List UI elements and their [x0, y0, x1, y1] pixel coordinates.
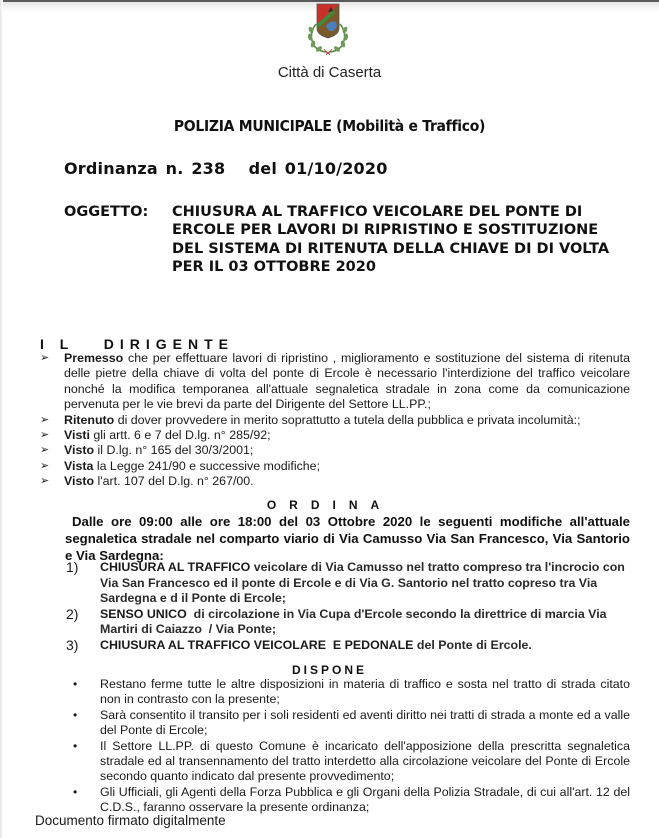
- ordina-text: veicolare di Via Camusso nel tratto compreso tra l'incrocio con Via San Francesco ed il ponte di Ercole e di Via G. Santorio nel tratto copreso tra Via Sardegna e d il Ponte di Ercole;: [100, 560, 625, 605]
- dot-bullet-icon: •: [73, 707, 78, 722]
- ordina-lead: CHIUSURA AL TRAFFICO: [100, 560, 251, 574]
- premesse-lead: Ritenuto: [64, 412, 115, 427]
- premesse-text: di dover provvedere in merito soprattutto a tutela della pubblica e privata incolumità:;: [114, 412, 581, 427]
- premesse-item: [40, 351, 630, 413]
- ordina-text: di circolazione in Via Cupa d'Ercole secondo la direttrice di marcia Via Martiri di Caiazzo / Via Ponte;: [100, 606, 610, 636]
- subject-block: [64, 203, 624, 276]
- dot-bullet-icon: •: [73, 784, 78, 799]
- dispone-list: [66, 677, 630, 816]
- arrow-bullet-icon: ➢: [40, 444, 50, 457]
- premesse-text: la Legge 241/90 e successive modifiche;: [93, 458, 321, 473]
- premesse-text: l'art. 107 del D.lg. n° 267/00.: [94, 474, 254, 489]
- premesse-item: [40, 443, 630, 458]
- dispone-item: [66, 708, 630, 739]
- premesse-lead: Vista: [64, 458, 94, 473]
- dispone-item: [66, 739, 630, 785]
- department-title: POLIZIA MUNICIPALE (Mobilità e Traffico): [173, 117, 486, 135]
- item-number: 2): [66, 605, 79, 622]
- premesse-list: [40, 351, 630, 490]
- dispone-text: Restano ferme tutte le altre disposizioni in materia di traffico e sosta nel tratto di strada citato non in contrasto con la presente;: [100, 677, 630, 707]
- premesse-text: che per effettuare lavori di ripristino , miglioramento e sostituzione del sistema di ritenuta delle pietre della chiave di volta del ponte di Ercole è necessario l'interdizione del traffico veicolare nonché la modifica temporanea all'attuale segnaletica stradale in zona come da comunicazione pervenuta per le vie brevi da parte del Dirigente del Settore LL.PP.;: [64, 351, 630, 412]
- subject-label: OGGETTO:: [64, 204, 149, 220]
- premesse-text: il D.lg. n° 165 del 30/3/2001;: [94, 443, 254, 458]
- digital-signature-note: Documento firmato digitalmente: [35, 813, 226, 828]
- arrow-bullet-icon: ➢: [40, 352, 50, 364]
- premesse-item: [40, 459, 630, 474]
- premesse-lead: Visto: [64, 443, 95, 458]
- dot-bullet-icon: •: [73, 677, 78, 691]
- item-number: 1): [66, 559, 79, 575]
- premesse-lead: Premesso: [64, 351, 124, 365]
- dirigente-heading: I L DIRIGENTE: [40, 336, 234, 352]
- page-left-edge: [0, 0, 3, 838]
- ordina-item: [66, 638, 630, 654]
- ordina-lead: CHIUSURA AL TRAFFICO VEICOLARE E PEDONALE: [100, 637, 414, 652]
- dispone-item: [66, 677, 630, 708]
- premesse-lead: Visto: [64, 474, 95, 489]
- item-number: 3): [66, 636, 79, 653]
- arrow-bullet-icon: ➢: [40, 429, 50, 442]
- arrow-bullet-icon: ➢: [40, 475, 50, 488]
- ordina-lead: SENSO UNICO: [100, 606, 187, 621]
- ordina-item: [66, 560, 630, 607]
- ordina-heading: ORDINA: [266, 498, 393, 512]
- ordina-intro: Dalle ore 09:00 alle ore 18:00 del 03 Ottobre 2020 le seguenti modifiche all'attuale segnaletica stradale nel comparto viario di Via Camusso Via San Francesco, Via Santorio e Via Sardegna:: [65, 514, 630, 563]
- premesse-item: [40, 428, 630, 443]
- dot-bullet-icon: •: [73, 738, 78, 753]
- subject-text: CHIUSURA AL TRAFFICO VEICOLARE DEL PONTE DI ERCOLE PER LAVORI DI RIPRISTINO E SOSTITUZIONE DEL SISTEMA DI RITENUTA DELLA CHIAVE DI DI VOLTA PER IL 03 OTTOBRE 2020: [172, 204, 610, 275]
- premesse-lead: Visti: [64, 428, 90, 443]
- ordinance-number: Ordinanza n. 238 del 01/10/2020: [64, 159, 388, 178]
- dispone-heading: DISPONE: [291, 663, 367, 677]
- ordina-item: [66, 607, 630, 638]
- city-name: Città di Caserta: [277, 64, 382, 81]
- coat-of-arms-icon: [300, 2, 356, 58]
- dispone-text: Sarà consentito il transito per i soli residenti ed aventi diritto nei tratti di strada a monte ed a valle del Ponte di Ercole;: [100, 707, 630, 738]
- dispone-text: Il Settore LL.PP. di questo Comune è incaricato dell'apposizione della prescritta segnaletica stradale ed al transennamento del tratto interdetto alla circolazione veicolare del Ponte di Ercole secondo quanto indicato dal presente provvedimento;: [100, 738, 630, 784]
- premesse-item: [40, 474, 630, 489]
- arrow-bullet-icon: ➢: [40, 459, 50, 472]
- ordina-list: [66, 560, 630, 653]
- dispone-item: [66, 785, 630, 816]
- dispone-text: Gli Ufficiali, gli Agenti della Forza Pubblica e gli Organi della Polizia Stradale, di cui all'art. 12 del C.D.S., faranno osservare la presente ordinanza;: [100, 784, 630, 815]
- arrow-bullet-icon: ➢: [40, 413, 50, 426]
- premesse-item: [40, 413, 630, 428]
- premesse-text: gli artt. 6 e 7 del D.lg. n° 285/92;: [89, 428, 271, 443]
- ordina-text: del Ponte di Ercole.: [413, 637, 532, 652]
